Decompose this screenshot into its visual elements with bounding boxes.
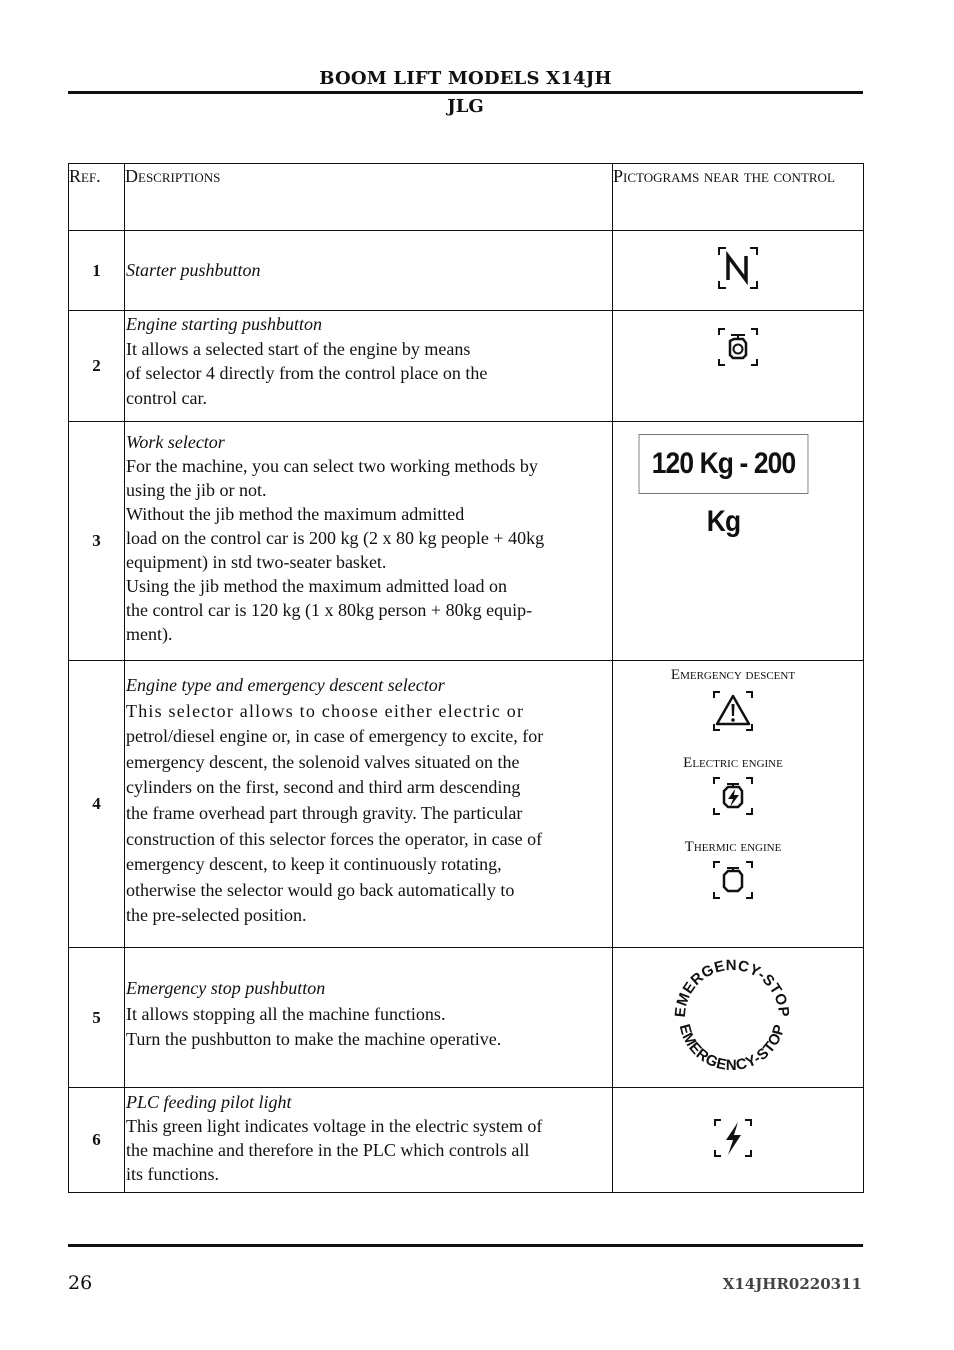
col-ref-header: Ref. bbox=[69, 164, 125, 231]
footer-rule bbox=[68, 1244, 863, 1247]
emergency-stop-top-text: EMERGENCY-STOP bbox=[671, 956, 793, 1019]
row-ref: 4 bbox=[69, 661, 125, 948]
row-title: PLC feeding pilot light bbox=[126, 1092, 292, 1112]
row-body-line: its functions. bbox=[126, 1164, 219, 1184]
row-ref: 1 bbox=[69, 231, 125, 311]
lightning-icon bbox=[713, 1118, 753, 1163]
svg-text:EMERGENCY-STOP bbox=[672, 957, 792, 1018]
neutral-icon bbox=[717, 246, 759, 295]
row-description bbox=[125, 231, 613, 311]
row-body-line: emergency descent, to keep it continuously rotating, bbox=[126, 854, 502, 875]
svg-text:EMERGENCY-STOP bbox=[676, 1022, 789, 1074]
row-body-line: equipment) in std two-seater basket. bbox=[126, 552, 387, 572]
row-description bbox=[125, 1088, 613, 1193]
document-code: X14JHR0220311 bbox=[722, 1275, 862, 1293]
row-body-line: Without the jib method the maximum admitted bbox=[126, 504, 465, 524]
row-description bbox=[125, 422, 613, 661]
row-body-line: the pre-selected position. bbox=[126, 905, 307, 926]
table-row bbox=[69, 1088, 864, 1193]
row-body-line: using the jib or not. bbox=[126, 480, 267, 500]
row-title: Starter pushbutton bbox=[126, 260, 261, 281]
row-body-line: It allows a selected start of the engine by means bbox=[126, 338, 471, 359]
thermic-engine-icon bbox=[712, 860, 754, 905]
row-body-line: otherwise the selector would go back automatically to bbox=[126, 879, 515, 900]
row-body-line: control car. bbox=[126, 387, 207, 408]
document-title: BOOM LIFT MODELS X14JH bbox=[319, 68, 612, 89]
row-ref: 2 bbox=[69, 311, 125, 422]
table-row bbox=[69, 231, 864, 311]
electric-engine-icon bbox=[712, 776, 754, 821]
row-body-line: This selector allows to choose either electric or bbox=[126, 700, 525, 721]
row-pictogram bbox=[613, 231, 864, 311]
row-pictogram bbox=[613, 948, 864, 1088]
table-row bbox=[69, 311, 864, 422]
emergency-stop-bottom-text: EMERGENCY-STOP bbox=[675, 1022, 789, 1075]
engine-start-icon bbox=[717, 327, 759, 372]
row-ref: 6 bbox=[69, 1088, 125, 1193]
row-body-line: construction of this selector forces the operator, in case of bbox=[126, 828, 543, 849]
table-row bbox=[69, 661, 864, 948]
pictogram-caption: Thermic engine bbox=[684, 839, 782, 855]
header-rule bbox=[68, 91, 863, 94]
row-title: Emergency stop pushbutton bbox=[126, 978, 326, 998]
row-pictogram bbox=[613, 661, 864, 948]
table-row bbox=[69, 422, 864, 661]
col-pictograms-header: Pictograms near the control bbox=[613, 164, 864, 231]
brand-name: JLG bbox=[447, 96, 484, 117]
pictogram-caption: Emergency descent bbox=[670, 667, 796, 683]
row-ref: 3 bbox=[69, 422, 125, 661]
row-body-line: For the machine, you can select two working methods by bbox=[126, 456, 538, 476]
row-ref: 5 bbox=[69, 948, 125, 1088]
load-capacity-label: 120 Kg - 200 Kg bbox=[638, 434, 808, 494]
row-pictogram bbox=[613, 422, 864, 661]
row-body-line: Turn the pushbutton to make the machine operative. bbox=[126, 1029, 502, 1049]
row-body-line: Using the jib method the maximum admitted load on bbox=[126, 576, 507, 596]
row-description bbox=[125, 661, 613, 948]
row-pictogram bbox=[613, 311, 864, 422]
row-title: Engine type and emergency descent selector bbox=[126, 675, 445, 695]
row-description bbox=[125, 311, 613, 422]
page-number: 26 bbox=[68, 1272, 93, 1294]
row-body-line: the frame overhead part through gravity. The particular bbox=[126, 802, 523, 823]
row-body-line: This green light indicates voltage in the electric system of bbox=[126, 1116, 543, 1136]
emergency-stop-icon bbox=[671, 956, 793, 1083]
row-body-line: load on the control car is 200 kg (2 x 80 kg people + 40kg bbox=[126, 528, 545, 548]
row-body-line: cylinders on the first, second and third arm descending bbox=[126, 777, 521, 798]
row-body-line: It allows stopping all the machine functions. bbox=[126, 1003, 446, 1024]
row-body-line: the control car is 120 kg (1 x 80kg person + 80kg equip- bbox=[126, 600, 533, 620]
row-body-line: emergency descent, the solenoid valves situated on the bbox=[126, 751, 520, 772]
table-row bbox=[69, 948, 864, 1088]
row-body-line: petrol/diesel engine or, in case of emergency to excite, for bbox=[126, 726, 544, 747]
row-body-line: the machine and therefore in the PLC which controls all bbox=[126, 1140, 530, 1160]
pictogram-caption: Electric engine bbox=[683, 755, 783, 771]
row-body-line: ment). bbox=[126, 624, 173, 644]
row-body-line: of selector 4 directly from the control place on the bbox=[126, 363, 488, 383]
col-descriptions-header: Descriptions bbox=[125, 164, 613, 231]
row-description bbox=[125, 948, 613, 1088]
row-title: Engine starting pushbutton bbox=[126, 314, 323, 334]
warning-triangle-icon bbox=[712, 690, 754, 737]
controls-table bbox=[68, 163, 864, 1193]
row-pictogram bbox=[613, 1088, 864, 1193]
table-header-row bbox=[69, 164, 864, 231]
row-title: Work selector bbox=[126, 432, 225, 452]
